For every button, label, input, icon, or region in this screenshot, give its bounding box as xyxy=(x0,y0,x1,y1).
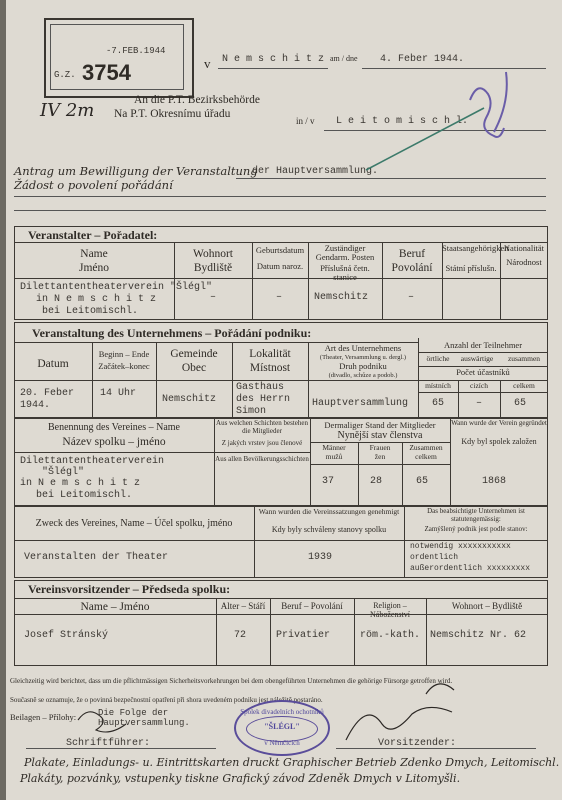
event-lokalitaet-line1: Gasthaus xyxy=(236,382,285,393)
date-label: am / dne xyxy=(330,54,358,63)
handwritten-marks xyxy=(6,0,562,800)
chairman-wohnort-header: Wohnort – Bydliště xyxy=(451,601,523,611)
club-name-line4: bei Leitomischl. xyxy=(36,490,133,501)
participants-header-cz: Počet účastníků xyxy=(456,367,510,377)
organizer-name-line3: bei Leitomischl. xyxy=(42,306,139,317)
event-date-line1: 20. Feber xyxy=(20,388,75,399)
event-lokalitaet-header-de: Lokalität xyxy=(249,348,291,360)
organizer-nationality-header-cz: Národnost xyxy=(506,257,542,267)
participants-total-de: zusammen xyxy=(507,354,541,363)
declaration-cz: Současně se oznamuje, že o povinná bezpečnostní opatření při shora uvedeném podniku jest náležitě postaráno. xyxy=(10,696,323,704)
printer-note-de: Plakate, Einladungs- u. Eintrittskarten druckt Graphischer Betrieb Zdenko Dmych, Leitomischl. xyxy=(24,756,560,769)
club-name-line3: in N e m s c h i t z xyxy=(20,478,141,489)
place-value: N e m s c h i t z xyxy=(222,54,325,65)
handwritten-annotation: IV 2m xyxy=(40,100,95,121)
event-gemeinde-header-cz: Obec xyxy=(181,362,207,374)
chairman-name-header: Name – Jméno xyxy=(80,601,150,613)
participants-external: – xyxy=(476,398,483,409)
organizer-beruf-header-de: Beruf xyxy=(398,248,426,260)
event-date-line2: 1944. xyxy=(20,400,51,411)
club-total-count: 65 xyxy=(416,476,429,487)
club-members-header-de: Dermaliger Stand der Mitglieder xyxy=(324,420,436,430)
application-label-cz: Žádost o povolení pořádání xyxy=(14,178,173,192)
participants-total-cz: celkem xyxy=(513,381,535,390)
city-value: L e i t o m i s c h l. xyxy=(336,116,469,127)
event-art-header-cz: Druh podniku xyxy=(339,361,387,371)
statutory-line2: ordentlich xyxy=(410,553,459,562)
chairman-wohnort: Nemschitz Nr. 62 xyxy=(430,630,527,641)
club-men-header-de: Männer xyxy=(322,443,346,452)
purpose-value: Veranstalten der Theater xyxy=(24,552,169,563)
secretary-label: Schriftführer: xyxy=(66,738,151,749)
seal-line2: "ŠLÉGL" xyxy=(264,722,300,731)
secretary-signature xyxy=(78,712,126,732)
application-form-page xyxy=(6,0,562,800)
event-art-header-de: Art des Unternehmens xyxy=(324,343,402,353)
club-name-line1: Dilettantentheaterverein xyxy=(20,456,165,467)
organizer-beruf: – xyxy=(408,292,415,303)
organizer-title: Veranstalter – Pořadatel: xyxy=(28,228,158,242)
statutory-header-de: Das beabsichtigte Unternehmen ist statutengemässig: xyxy=(427,507,525,523)
statutes-approved-year: 1939 xyxy=(308,552,333,563)
club-total-header-cz: celkem xyxy=(415,452,437,461)
chairman-signature xyxy=(346,707,452,740)
club-layers-header-de: Aus welchen Schichten bestehen die Mitglieder xyxy=(216,419,308,435)
event-time-header-de: Beginn – Ende xyxy=(98,349,150,359)
organizer-wohnort-header-cz: Bydliště xyxy=(193,262,233,274)
event-lokalitaet-line2: des Herrn xyxy=(236,394,291,405)
club-layers-header-cz: Z jakých vrstev jsou členové xyxy=(221,439,303,447)
event-time-header-cz: Začátek–konec xyxy=(98,361,150,371)
purpose-header: Zweck des Vereines, Name – Účel spolku, jméno xyxy=(35,518,233,529)
club-men-header-cz: mužů xyxy=(325,452,343,461)
participants-local-cz: místních xyxy=(425,381,451,390)
seal-line1: Spolek divadelních ochotníků xyxy=(240,708,324,716)
organizer-name-header-cz: Jméno xyxy=(78,262,110,274)
organizer-wohnort: – xyxy=(210,292,217,303)
club-founded-header-de: Wann wurde der Verein gegründet xyxy=(451,419,547,427)
chairman-signature-label: Vorsitzender: xyxy=(378,738,457,749)
club-men-count: 37 xyxy=(322,476,335,487)
organizer-citizenship-header-de: Staatsangehörigkeit xyxy=(442,243,510,253)
declaration-de: Gleichzeitig wird berichtet, dass um die pflichtmässigen Sicherheitsvorkehrungen bei dem obengeführten Unternehmen die gehörige Fürsorge getroffen wird. xyxy=(10,677,453,685)
organizer-posten-header-cz: Příslušná četn. stanice xyxy=(320,263,370,283)
chairman-title: Vereinsvorsitzender – Předseda spolku: xyxy=(28,582,231,596)
club-total-header-de: Zusammen xyxy=(409,443,443,452)
event-lokalitaet-line3: Simon xyxy=(236,406,267,417)
event-art: Hauptversammlung xyxy=(312,398,409,409)
chairman-beruf: Privatier xyxy=(276,630,331,641)
event-art-header-de-note: (Theater, Versammlung u. dergl.) xyxy=(319,354,407,361)
organizer-birthdate-header-de: Geburtsdatum xyxy=(255,245,305,255)
attachments-value: Die Folge der Hauptversammlung. xyxy=(98,708,190,728)
statutory-line1: notwendig xxxxxxxxxxx xyxy=(410,542,511,551)
application-value: der Hauptversammlung. xyxy=(252,166,379,177)
chairman-religion: röm.-kath. xyxy=(360,630,421,641)
organizer-name-header-de: Name xyxy=(80,248,108,260)
organizer-nationality-header-de: Nationalität xyxy=(503,243,545,253)
statutory-line3: außerordentlich xxxxxxxxx xyxy=(410,564,531,573)
statutes-approved-header-de: Wann wurden die Vereinssatzungen genehmigt xyxy=(258,507,400,516)
chairman-name: Josef Stránský xyxy=(24,630,109,641)
organizer-beruf-header-cz: Povolání xyxy=(391,262,433,274)
event-lokalitaet-header-cz: Místnost xyxy=(249,362,291,374)
event-time: 14 Uhr xyxy=(100,388,137,399)
chairman-religion-header: Religion – Náboženství xyxy=(370,601,410,619)
green-pen-stroke xyxy=(366,108,484,170)
organizer-posten: Nemschitz xyxy=(314,292,369,303)
organizer-wohnort-header-de: Wohnort xyxy=(193,248,233,260)
organizer-name-line2: in N e m s c h i t z xyxy=(36,294,157,305)
participants-header-de: Anzahl der Teilnehmer xyxy=(443,340,523,350)
attachments-label: Beilagen – Přílohy: xyxy=(10,712,77,722)
seal-line3: v Němčicích xyxy=(264,739,300,747)
organizer-birthdate: – xyxy=(276,292,283,303)
participants-external-de: auswärtige xyxy=(460,354,494,363)
event-gemeinde-header-de: Gemeinde xyxy=(170,348,218,360)
club-name-header-de: Benennung des Vereines – Name xyxy=(47,422,180,433)
organizer-posten-header-de: Zuständiger Gendarm. Posten xyxy=(315,243,375,263)
city-label: in / v xyxy=(296,116,315,126)
application-label-de: Antrag um Bewilligung der Veranstaltung xyxy=(14,164,258,178)
participants-total: 65 xyxy=(514,398,527,409)
club-founded-year: 1868 xyxy=(482,476,507,487)
club-women-header-de: Frauen xyxy=(369,443,391,452)
event-title: Veranstaltung des Unternehmens – Pořádání podniku: xyxy=(32,326,312,340)
club-name-line2: "Šlégl" xyxy=(42,467,85,478)
participants-external-cz: cizích xyxy=(470,381,488,390)
participants-local: 65 xyxy=(432,398,445,409)
club-name-header-cz: Název spolku – jméno xyxy=(62,436,166,448)
statutory-header-cz: Zamýšlený podnik jest podle stanov: xyxy=(424,525,528,533)
club-founded-header-cz: Kdy byl spolek založen xyxy=(461,437,537,446)
event-art-header-cz-note: (divadlo, schůze a podob.) xyxy=(328,372,398,379)
statutes-approved-header-cz: Kdy byly schváleny stanovy spolku xyxy=(271,525,387,534)
stamp-date: -7.FEB.1944 xyxy=(106,46,166,56)
stamp-prefix: G.Z. xyxy=(54,70,76,80)
place-prefix: v xyxy=(204,56,211,71)
event-date-header: Datum xyxy=(37,358,69,370)
chairman-beruf-header: Beruf – Povolání xyxy=(281,601,343,611)
recipient-de: An die P.T. Bezirksbehörde xyxy=(134,94,260,106)
club-members-header-cz: Nynější stav členstva xyxy=(337,430,423,441)
recipient-cz: Na P.T. Okresnímu úřadu xyxy=(114,108,231,120)
chairman-age-header: Alter – Stáří xyxy=(220,601,266,611)
stamp-number: 3754 xyxy=(82,60,131,85)
organizer-name-line1: Dilettantentheaterverein "Šlégl" xyxy=(20,282,213,293)
organizer-citizenship-header-cz: Státní příslušn. xyxy=(445,263,497,273)
event-gemeinde: Nemschitz xyxy=(162,394,217,405)
printer-note-cz: Plakáty, pozvánky, vstupenky tiskne Grafický závod Zdeněk Dmych v Litomyšli. xyxy=(20,772,461,785)
letter-date: 4. Feber 1944. xyxy=(380,54,465,65)
chairman-age: 72 xyxy=(234,630,247,641)
organizer-birthdate-header-cz: Datum naroz. xyxy=(256,261,304,271)
club-women-header-cz: žen xyxy=(374,452,386,461)
participants-local-de: örtliche xyxy=(426,354,450,363)
club-layers-value: Aus allen Bevölkerungsschichten xyxy=(215,455,309,463)
club-women-count: 28 xyxy=(370,476,383,487)
